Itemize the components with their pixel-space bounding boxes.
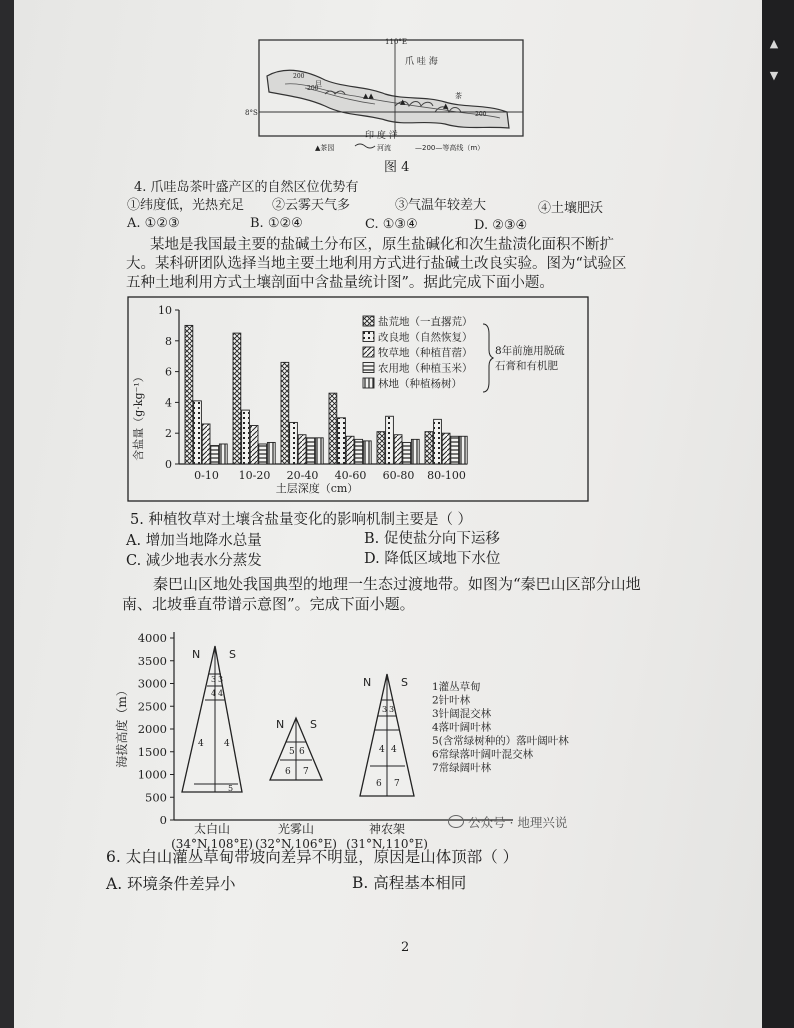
x-tick-label: 0-10 [194,469,219,482]
salt-content-chart [127,296,589,502]
legend-tea: ▲茶园 [315,144,335,152]
figure-caption: 图 4 [384,160,410,175]
mountain-coords: (34°N,108°E) [171,837,253,851]
bar [185,325,193,464]
bar [219,444,227,464]
legend-contour: —200—等高线（m） [415,144,485,152]
legend-river: 河流 [377,144,391,152]
north-slope-label: N [363,676,372,689]
intro1-line: 某地是我国最主要的盐碱土分布区，原生盐碱化和次生盐渍化面积不断扩 [150,237,614,253]
bar [377,432,385,464]
bar [403,442,411,464]
q5-choice-a[interactable]: A. 增加当地降水总量 [126,533,262,549]
y-tick-label: 8 [165,334,172,348]
y-tick-label: 10 [158,304,172,317]
intro2-line: 秦巴山区地处我国典型的地理一生态过渡地带。如图为“秦巴山区部分山地 [153,575,641,593]
intro1-line: 五种土地利用方式土壤剖面中含盐量统计图”。据此完成下面小题。 [126,275,554,291]
q5-choice-c[interactable]: C. 减少地表水分蒸发 [126,553,262,569]
y-tick-label: 2500 [137,699,167,714]
zone-number: 3 [218,675,224,684]
mountain-name: 神农架 [368,822,406,836]
y-tick-label: 3000 [137,676,167,691]
y-tick-label: 0 [159,813,167,827]
zone-number: 4 [379,745,385,755]
map-lon-label: 110°E [385,38,407,46]
watermark [448,815,567,831]
bar [250,426,258,465]
tea-garden-icon: ▲ [400,98,406,106]
river-legend-icon [355,144,375,148]
map-sea-label: 爪 哇 海 [405,57,438,67]
legend-swatch [363,316,374,326]
y-tick-label: 4000 [137,631,167,645]
legend-label: 牧草地（种植苜蓿） [378,347,473,359]
y-tick-label: 6 [165,365,172,379]
zone-number: 4 [198,739,204,749]
zone-legend-item: 3针阔混交林 [432,708,492,720]
wechat-icon [448,815,464,828]
map-contour-label: 200 [307,85,319,92]
south-slope-label: S [401,676,408,689]
q4-choice-a[interactable]: A. ①②③ [127,216,180,231]
legend-swatch [363,332,374,342]
legend-swatch [363,363,374,373]
bar [425,432,433,464]
north-slope-label: N [192,648,201,661]
legend-swatch [363,347,374,357]
q4-item: ③气温年较差大 [395,198,487,213]
brace-note: 8年前施用脱硫 [495,345,565,357]
y-axis-label: 含盐量（g·kg⁻¹） [132,371,145,461]
bar [298,435,306,464]
q6-choice-a[interactable]: A. 环境条件差异小 [106,875,236,893]
legend-label: 盐荒地（一直撂荒） [378,316,473,328]
zone-number: 7 [394,779,400,789]
bar [290,422,298,464]
bar [346,436,354,464]
q4-stem: 4. 爪哇岛茶叶盛产区的自然区位优势有 [134,180,359,195]
q5-choice-d[interactable]: D. 降低区域地下水位 [364,551,501,567]
q4-item: ②云雾天气多 [272,198,351,213]
bar [315,438,323,464]
screen-edge [762,0,794,1028]
zone-legend-item: 6常绿落叶阔叶混交林 [432,748,534,761]
q5-choice-b[interactable]: B. 促使盐分向下运移 [364,531,500,547]
tea-garden-icon: ▲ [443,102,449,110]
y-tick-label: 1000 [137,767,167,782]
bar [194,401,202,464]
zone-number: 7 [303,767,309,777]
x-tick-label: 80-100 [427,469,466,482]
y-tick-label: 500 [145,790,167,805]
legend-swatch [363,378,374,388]
zone-number: 4 [211,689,217,698]
scroll-down-icon[interactable]: ▼ [769,69,779,82]
bar [394,435,402,464]
x-tick-label: 40-60 [334,469,367,482]
bar [242,410,250,464]
legend-label: 林地（种植杨树） [378,378,462,390]
mountain-name: 太白山 [193,822,231,836]
zone-legend-item: 2针叶林 [432,694,471,707]
zone-number: 5 [228,784,234,793]
y-tick-label: 2 [165,427,172,441]
north-slope-label: N [276,718,285,731]
mountain-name: 光雾山 [277,822,315,836]
bar [355,439,363,464]
bar [211,446,219,464]
legend-label: 改良地（自然恢复） [378,331,473,344]
bar [451,436,459,464]
bar [267,442,275,464]
zone-number: 5 [289,747,295,757]
java-map [245,36,535,158]
map-place-label: 旦 [315,80,322,88]
x-tick-label: 20-40 [286,469,319,482]
q5-stem: 5. 种植牧草对土壤含盐量变化的影响机制主要是（ ） [130,512,473,528]
bar [411,439,419,464]
page-number: 2 [401,940,410,955]
y-tick-label: 1500 [137,744,167,759]
q4-item: ①纬度低，光热充足 [127,198,245,213]
legend-label: 农用地（种植玉米） [378,362,473,375]
q4-item: ④土壤肥沃 [538,201,604,216]
brace-note: 石膏和有机肥 [495,360,558,372]
bar [281,362,289,464]
zone-number: 3 [211,675,217,684]
y-tick-label: 2000 [137,722,167,736]
south-slope-label: S [310,718,317,731]
x-tick-label: 60-80 [382,469,415,482]
zone-number: 3 [389,705,395,714]
intro1-line: 大。某科研团队选择当地主要土地利用方式进行盐碱土改良实验。图为“试验区 [126,256,627,272]
q6-choice-b[interactable]: B. 高程基本相同 [352,874,467,892]
y-tick-label: 4 [165,396,172,410]
zone-number: 4 [218,689,224,698]
zone-legend-item: 7常绿阔叶林 [432,762,492,774]
bar [233,333,241,464]
bar [259,444,267,464]
zone-number: 4 [224,739,230,749]
bar [459,436,467,464]
map-contour-label: 200 [293,73,305,80]
q4-choice-c[interactable]: C. ①③④ [365,217,418,232]
bar [307,438,315,464]
bar [338,418,346,464]
tea-garden-icon: ▲▲ [363,92,374,100]
zone-number: 6 [299,747,305,757]
bar [386,416,394,464]
y-tick-label: 0 [165,458,172,471]
watermark-text: 公众号 · 地理兴说 [468,815,568,830]
zone-number: 6 [285,767,291,777]
q6-stem: 6. 太白山灌丛草甸带坡向差异不明显，原因是山体顶部（ ） [106,848,519,866]
map-ocean-label: 印 度 洋 [365,131,398,141]
x-tick-label: 10-20 [238,469,271,482]
south-slope-label: S [229,648,236,661]
map-place-label: 茶 [455,92,462,100]
scroll-up-icon[interactable]: ▲ [769,37,779,50]
map-lat-label: 8°S [245,109,258,117]
y-tick-label: 3500 [137,653,167,668]
zone-legend-item: 1灌丛草甸 [432,681,481,693]
map-contour-label: 200 [475,111,487,118]
mountain-coords: (32°N,106°E) [255,837,337,851]
bar [442,433,450,464]
bar [329,393,337,464]
q4-choice-d[interactable]: D. ②③④ [474,218,528,233]
x-axis-label: 土层深度（cm） [275,482,359,495]
zone-number: 3 [382,705,388,714]
mountain-y-axis-label: 海拔高度（m） [115,684,129,768]
zone-legend-item: 4落叶阔叶林 [432,721,492,734]
zone-number: 6 [376,779,382,789]
bar [363,441,371,464]
bar [434,419,442,464]
zone-legend-item: 5(含常绿树种的）落叶阔叶林 [432,735,569,747]
intro2-line: 南、北坡垂直带谱示意图”。完成下面小题。 [122,595,415,613]
mountain-coords: (31°N,110°E) [346,837,428,851]
legend-brace [483,324,493,392]
bar [202,424,210,464]
zone-number: 4 [391,745,397,755]
q4-choice-b[interactable]: B. ①②④ [250,216,303,231]
